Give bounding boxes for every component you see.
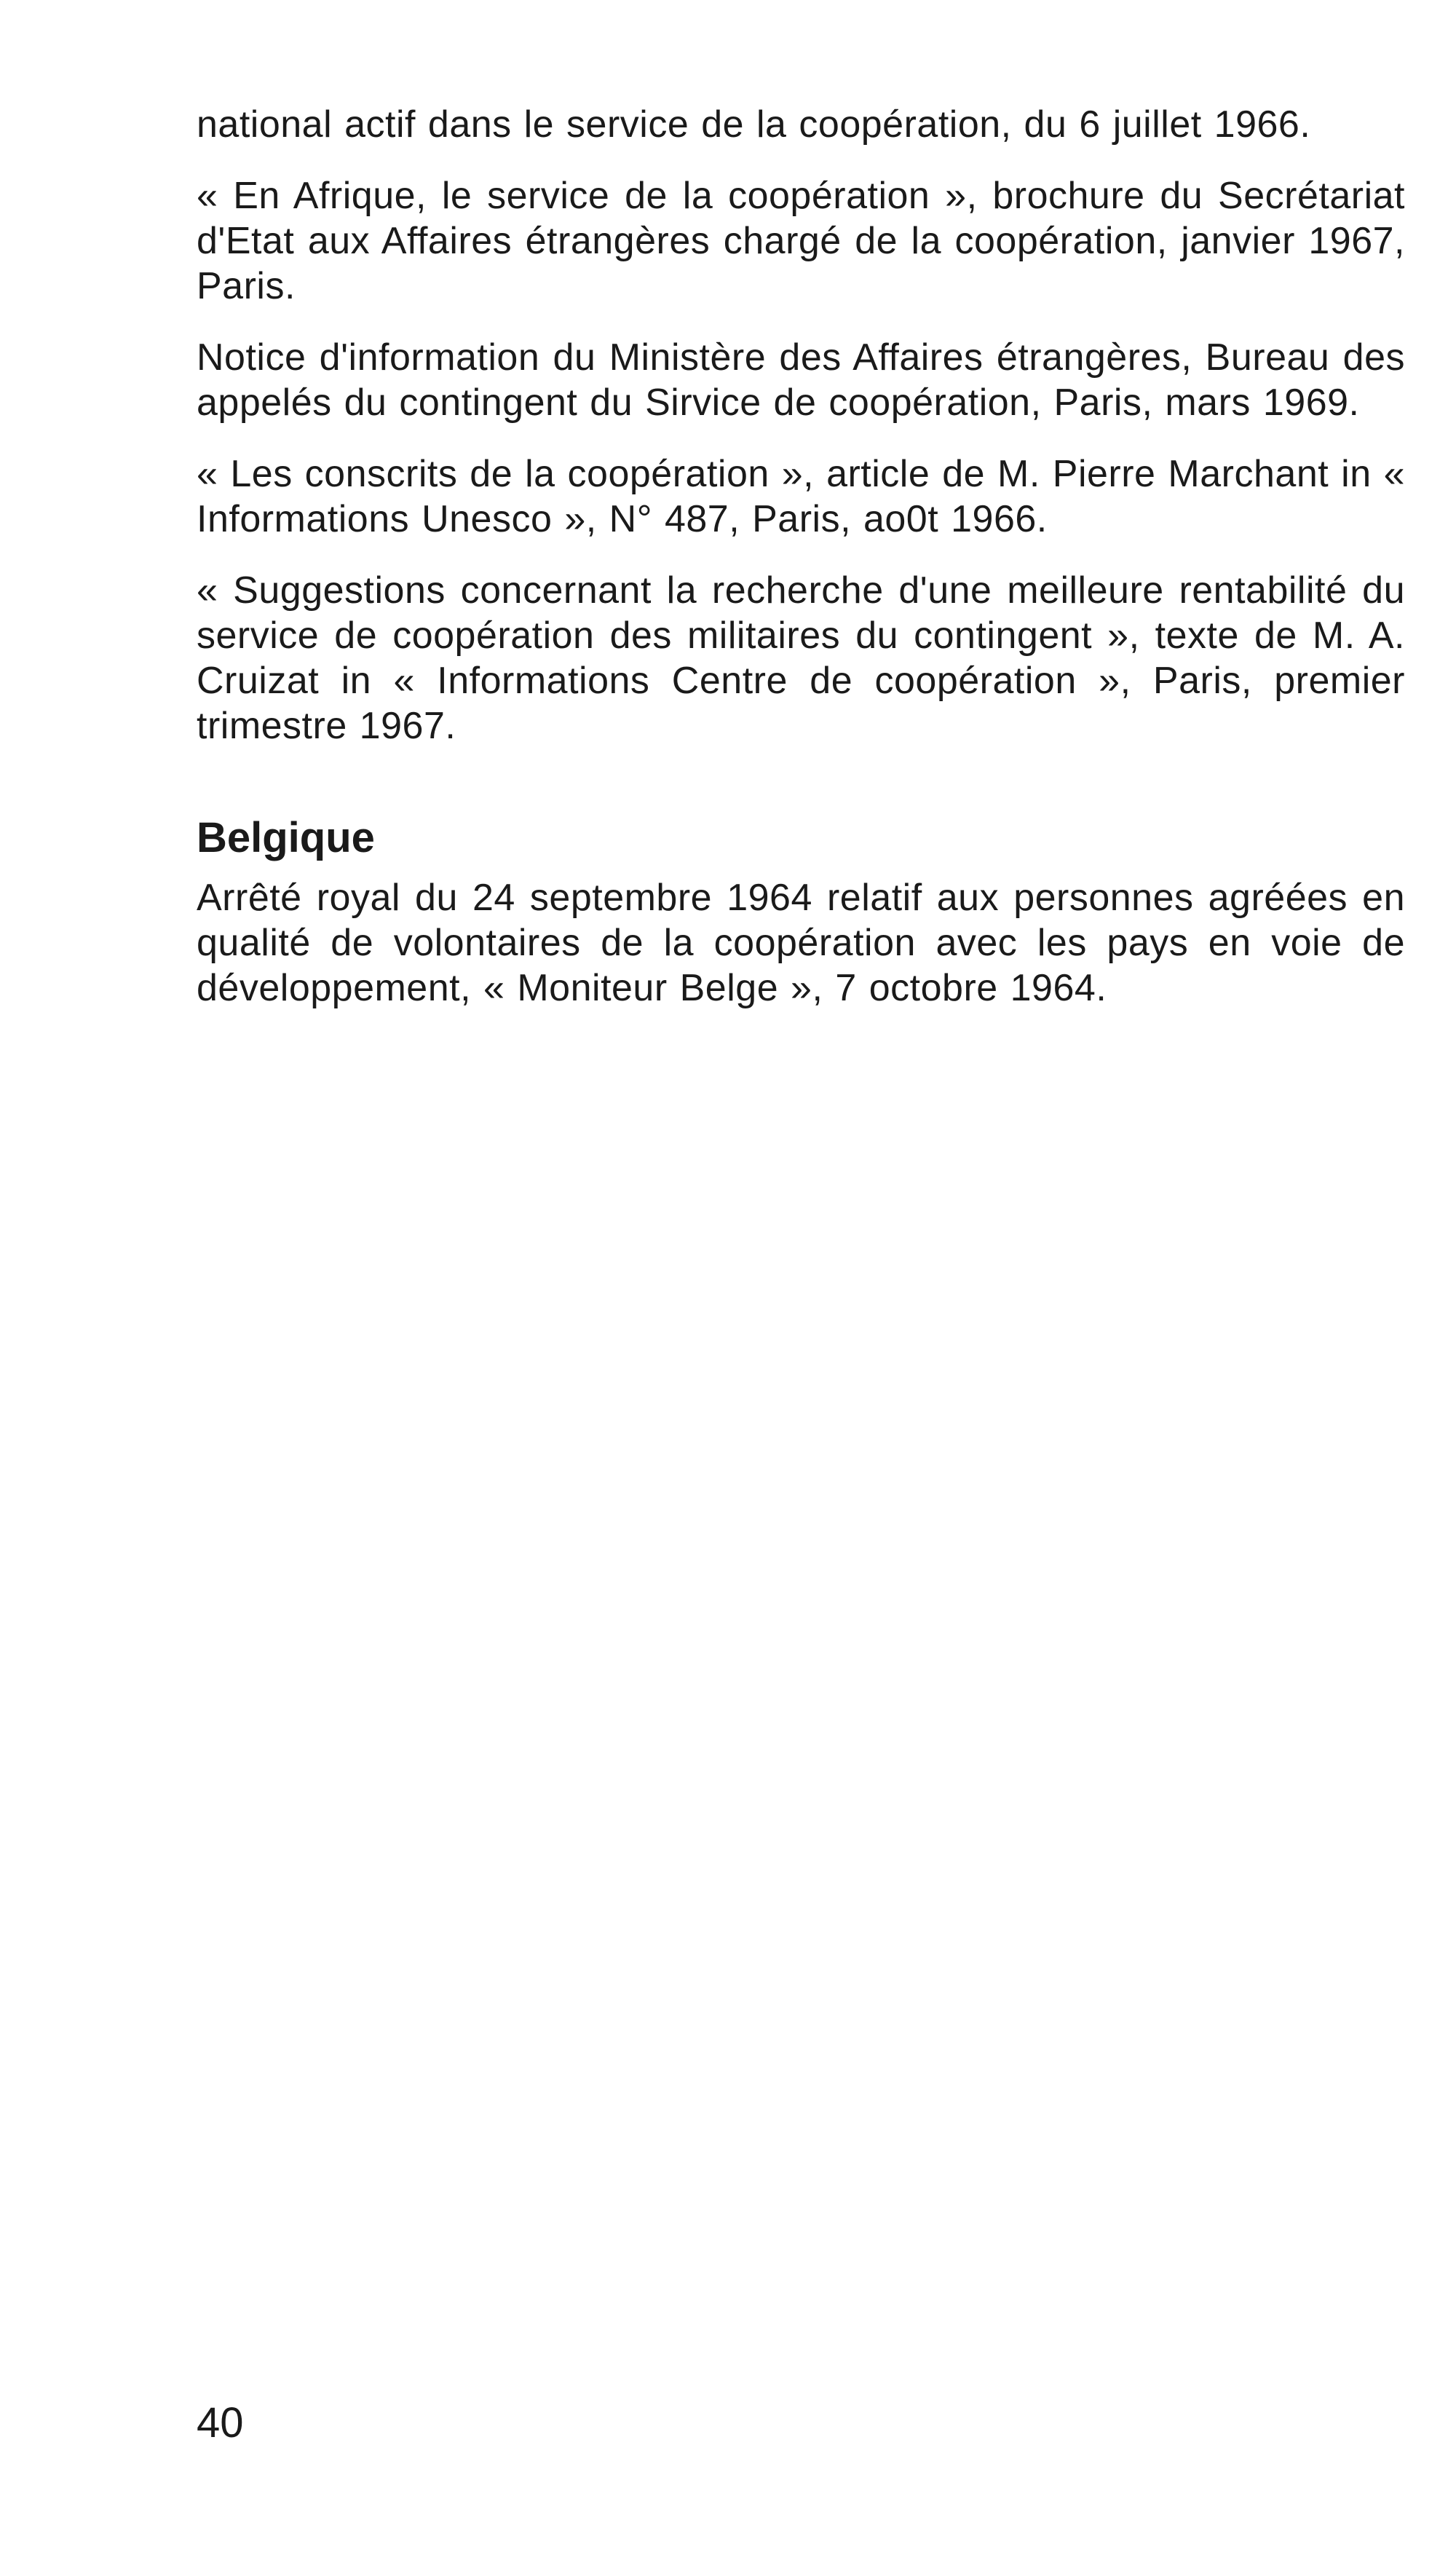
reference-paragraph: « En Afrique, le service de la coopération », brochure du Secrétariat d'Etat aux Affaires étrangères chargé de la coopération, janvier 1967, Paris. bbox=[197, 175, 1405, 307]
reference-paragraph: Notice d'information du Ministère des Affaires étrangères, Bureau des appelés du contingent du Sirvice de coopération, Paris, mars 1969. bbox=[197, 336, 1405, 424]
section-paragraph: Arrêté royal du 24 septembre 1964 relatif aux personnes agréées en qualité de volontaires de la coopération avec les pays en voie de développement, « Moniteur Belge », 7 octobre 1964. bbox=[197, 877, 1405, 1009]
reference-paragraph: « Suggestions concernant la recherche d'une meilleure rentabilité du service de coopération des militaires du contingent », texte de M. A. Cruizat in « Informations Centre de coopération », Paris, premier trimestre 1967. bbox=[197, 569, 1405, 747]
reference-paragraph: national actif dans le service de la coopération, du 6 juillet 1966. bbox=[197, 103, 1311, 146]
reference-paragraph: « Les conscrits de la coopération », article de M. Pierre Marchant in « Informations Unesco », N° 487, Paris, ao0t 1966. bbox=[197, 453, 1405, 540]
section-heading: Belgique bbox=[197, 814, 375, 861]
page-body bbox=[197, 102, 1405, 1037]
page-number: 40 bbox=[197, 2399, 244, 2446]
